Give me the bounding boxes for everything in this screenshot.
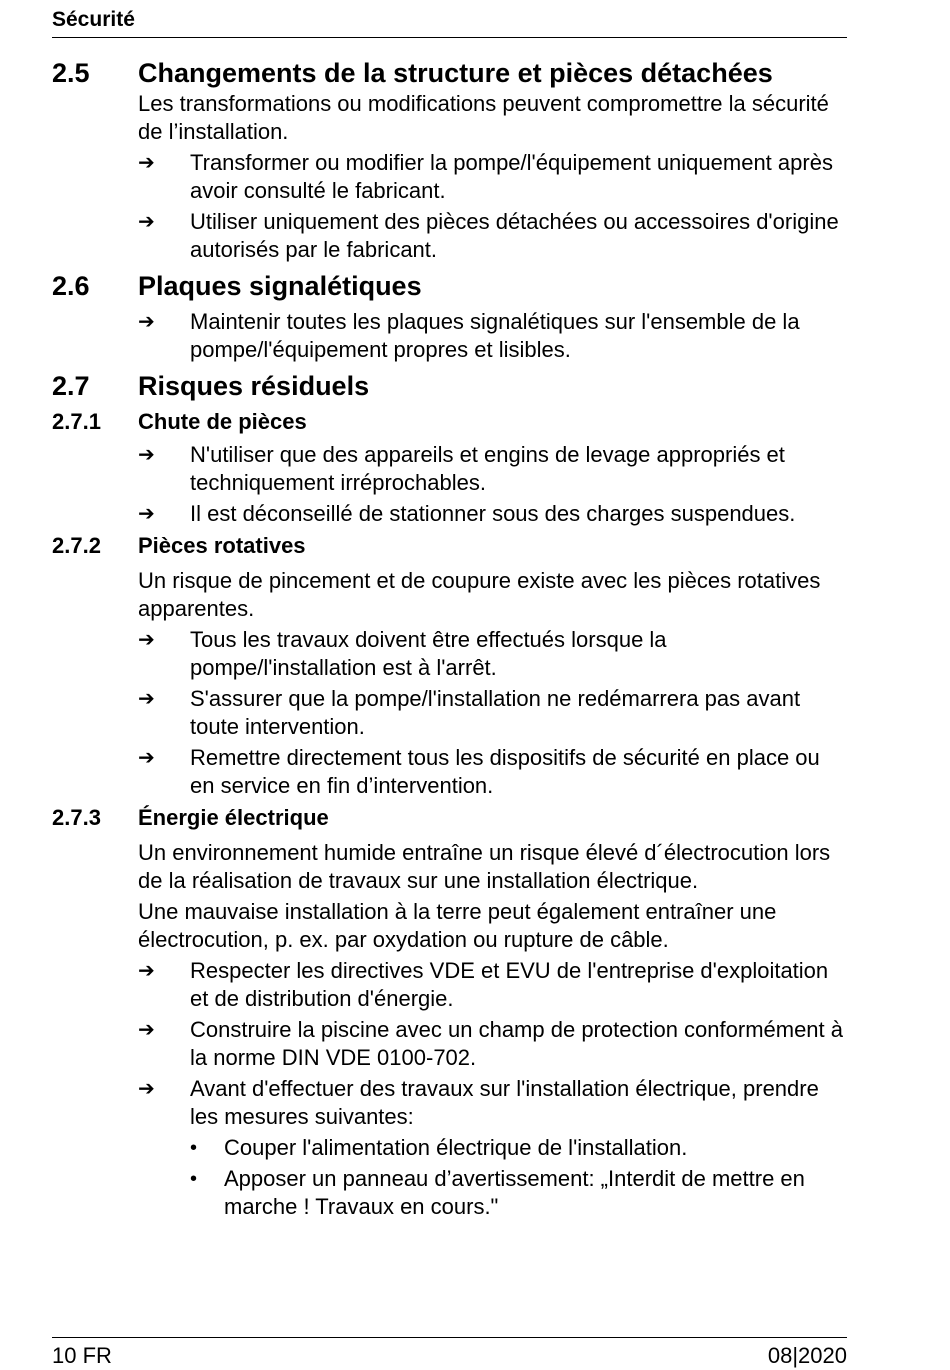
page-number: 10 FR: [52, 1343, 112, 1368]
running-header: [52, 8, 847, 38]
page-content: [52, 56, 847, 1221]
instruction-step: [138, 500, 847, 528]
arrow-right-icon: ➔: [138, 311, 155, 333]
arrow-right-icon: ➔: [138, 629, 155, 651]
instruction-step: [138, 957, 847, 1013]
page-footer: [52, 1337, 847, 1369]
bullet-dot-icon: •: [190, 1168, 198, 1190]
section-title: Pièces rotatives: [138, 533, 306, 558]
arrow-right-icon: ➔: [138, 503, 155, 525]
instruction-step: [138, 208, 847, 264]
arrow-right-icon: ➔: [138, 152, 155, 174]
step-text: Il est déconseillé de stationner sous des charges suspendues.: [190, 501, 796, 526]
instruction-step: [138, 685, 847, 741]
section-2-5-intro: Les transformations ou modifications peuvent compromettre la sécurité de l’installation.: [138, 91, 829, 144]
edition-date: 08|2020: [767, 1343, 847, 1368]
section-2-7-2-intro: Un risque de pincement et de coupure existe avec les pièces rotatives apparentes.: [138, 568, 821, 621]
step-text: Utiliser uniquement des pièces détachées ou accessoires d'origine autorisés par le fabricant.: [190, 209, 839, 262]
step-text: Avant d'effectuer des travaux sur l'installation électrique, prendre les mesures suivantes:: [190, 1076, 819, 1129]
section-title: Chute de pièces: [138, 409, 307, 434]
section-2-6-heading: [52, 269, 847, 303]
section-2-5-heading: [52, 56, 847, 90]
section-number: 2.5: [52, 58, 90, 88]
instruction-step: [138, 149, 847, 205]
header-title: Sécurité: [52, 8, 135, 31]
step-text: N'utiliser que des appareils et engins de levage appropriés et techniquement irréprochables.: [190, 442, 785, 495]
arrow-right-icon: ➔: [138, 1019, 155, 1041]
section-title: Risques résiduels: [138, 371, 370, 401]
arrow-right-icon: ➔: [138, 688, 155, 710]
section-title: Changements de la structure et pièces détachées: [138, 58, 773, 88]
arrow-right-icon: ➔: [138, 1078, 155, 1100]
section-2-7-1-heading: [52, 408, 847, 436]
bullet-text: Apposer un panneau d’avertissement: „Interdit de mettre en marche ! Travaux en cours.": [224, 1166, 805, 1219]
section-number: 2.7.3: [52, 805, 101, 830]
instruction-step: [138, 441, 847, 497]
arrow-right-icon: ➔: [138, 747, 155, 769]
step-text: S'assurer que la pompe/l'installation ne redémarrera pas avant toute intervention.: [190, 686, 801, 739]
step-text: Respecter les directives VDE et EVU de l'entreprise d'exploitation et de distribution d'énergie.: [190, 958, 829, 1011]
bullet-item: [190, 1134, 847, 1162]
step-text: Transformer ou modifier la pompe/l'équipement uniquement après avoir consulté le fabricant.: [190, 150, 833, 203]
section-number: 2.7.1: [52, 409, 101, 434]
step-text: Maintenir toutes les plaques signalétiques sur l'ensemble de la pompe/l'équipement propres et lisibles.: [190, 309, 800, 362]
section-2-7-3-intro-2: Une mauvaise installation à la terre peut également entraîner une électrocution, p. ex. par oxydation ou rupture de câble.: [138, 899, 777, 952]
section-number: 2.7: [52, 371, 90, 401]
bullet-item: [190, 1165, 847, 1221]
section-2-7-heading: [52, 369, 847, 403]
instruction-step: [138, 308, 847, 364]
bullet-dot-icon: •: [190, 1137, 198, 1159]
section-2-7-2-heading: [52, 532, 847, 560]
step-text: Construire la piscine avec un champ de protection conformément à la norme DIN VDE 0100-702.: [190, 1017, 844, 1070]
instruction-step: [138, 1075, 847, 1131]
section-title: Plaques signalétiques: [138, 271, 422, 301]
step-text: Tous les travaux doivent être effectués lorsque la pompe/l'installation est à l'arrêt.: [190, 627, 667, 680]
instruction-step: [138, 1016, 847, 1072]
section-2-7-3-intro: Un environnement humide entraîne un risque élevé d´électrocution lors de la réalisation de travaux sur une installation électrique.: [138, 840, 831, 893]
arrow-right-icon: ➔: [138, 960, 155, 982]
arrow-right-icon: ➔: [138, 444, 155, 466]
section-title: Énergie électrique: [138, 805, 329, 830]
instruction-step: [138, 626, 847, 682]
instruction-step: [138, 744, 847, 800]
section-number: 2.6: [52, 271, 90, 301]
bullet-text: Couper l'alimentation électrique de l'installation.: [224, 1135, 688, 1160]
section-number: 2.7.2: [52, 533, 101, 558]
step-text: Remettre directement tous les dispositifs de sécurité en place ou en service en fin d’intervention.: [190, 745, 820, 798]
arrow-right-icon: ➔: [138, 211, 155, 233]
section-2-7-3-heading: [52, 804, 847, 832]
